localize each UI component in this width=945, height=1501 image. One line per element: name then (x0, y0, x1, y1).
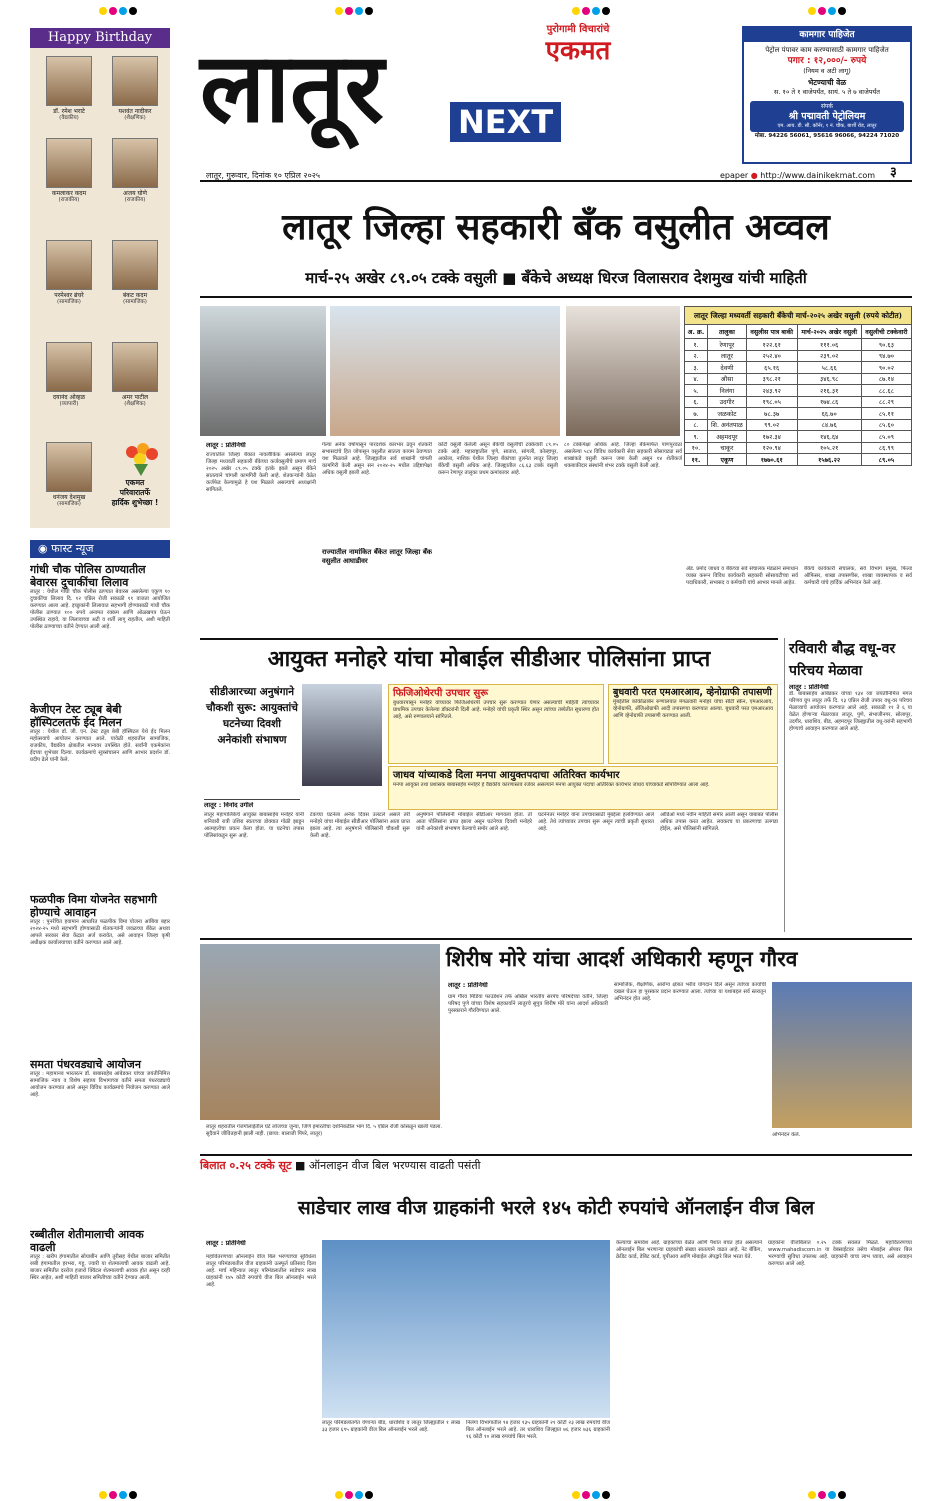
loan-table-title: लातूर जिल्हा मध्यवर्ती सहकारी बँकेची मार्च-२०२५ अखेर वसुली (रुपये कोटीत) (684, 306, 912, 324)
cdr-column-4: घटनेनंतर मनोहरे यांना उपचारासाठी मुंबईला हलविण्यात आले आहे. तेथे त्यांच्यावर उपचार सुरू असून त्यांची प्रकृती सुधारत आहे. (538, 812, 654, 832)
news-item-heading: गांधी चौक पोलिस ठाण्यातील बेवारस दुचाकींचा लिलाव (30, 563, 146, 589)
table-cell: १. (685, 339, 708, 351)
person-role: (राजकीय) (58, 197, 80, 203)
table-cell: १७४.८६ (797, 396, 861, 408)
square-bullet-icon: ■ (295, 1159, 309, 1172)
mri-body: मुंबईतील कोकीळाबेन रुग्णालयात मंगळवारी मनोहरे यांचा सीटी स्कॅन, एमआरआय, व्हेनोग्राफी, अँजिओग्राफी आदी तपासण्या करण्यात आल्या. बुधवारी परत एमआरआय आणि व्हेनोग्राफी तपासणी करण्यात आली. (613, 699, 773, 719)
table-cell: १७७०.६१ (746, 454, 797, 466)
person-name: बंकट कदम (122, 292, 148, 299)
mobile-payment-photo (322, 1240, 610, 1418)
lead-column-2: गेल्या अनेक वर्षापासून पारदर्शक कारभार ठेवून शेतकरी सभासदांचे हित जोपासून वसुलीत सातत्य कायम ठेवण्यात यश मिळवले आहे. जिल्ह्यातील सर्व शाखांनी चांगली कामगिरी केली असून सन २०२४-२५ मधील उद्दिष्टापेक्षा अधिक वसुली झाली आहे. (322, 442, 432, 476)
table-cell: २. (685, 350, 708, 362)
ad-contact-label: संपर्क (820, 103, 834, 110)
power-column-2: लातूर परिमंडलांतर्गत येणाऱ्या बीड, धाराशिव व लातूर जिल्ह्यातील १ लाख ३३ हजार ६९५ ग्राहकांनी वीज बिल ऑनलाईन भरले आहे. (322, 1420, 460, 1433)
person-role: (व्यापारी) (59, 401, 79, 407)
news-item (30, 560, 170, 700)
table-cell: ३. (685, 362, 708, 374)
news-item-body: लातूर : पुनर्रचित हवामान आधारित फळपीक विमा योजना आंबिया बहार २०२४-२५ मध्ये सहभागी होण्यासाठी शेतकऱ्यांनी जवळच्या बँकेत अथवा आपले सरकार सेवा केंद्रात अर्ज करावेत, असे आवाहन जिल्हा कृषी अधीक्षक कार्यालयाच्या वतीने करण्यात आले आहे. (30, 919, 170, 946)
award-ceremony-photo (772, 982, 912, 1128)
person-name: परमेश्वर ब्रंचरे (54, 292, 84, 299)
table-row (685, 350, 912, 362)
bank-building-photo (330, 306, 560, 436)
birthday-person (96, 240, 174, 305)
column-header: वसुलीस पात्र बाकी (746, 325, 797, 339)
epaper (720, 170, 875, 181)
table-cell: ३९८.२१ (746, 373, 797, 385)
wish-line-3: हार्दिक शुभेच्छा ! (111, 498, 159, 507)
person-photo (46, 240, 92, 290)
page-number: ३ (890, 165, 897, 180)
lead-column-4: ८० टक्केपेक्षा अधिक आहे. जिल्हा बँकेमार्फत पाणपुरवठा असलेल्या ५८४ विविध कार्यकारी सेवा सहकारी सोसायट्या सर्व शाखांकडे वसुली करून जमा केली असून १४ शेतीकर्ज थकबाकीदार संस्थांनी शंभर टक्के वसुली केली आहे. (564, 442, 682, 469)
person-name: डॉ. रमेश भराटे (53, 108, 85, 115)
award-caption: अभिनंदन केले. (772, 1132, 801, 1138)
news-item (30, 700, 170, 890)
epaper-link[interactable]: http://www.dainikekmat.com (760, 171, 876, 180)
power-column-3: निलंगा विभागातील ९४ हजार १३५ ग्राहकांनी २१ कोटी २३ लाख रुपयांचे वीज बिल ऑनलाईन भरले आहे. तर धाराशिव जिल्ह्यात ७६ हजार ७३६ ग्राहकांनी १६ कोटी १० लाख रुपयांचे बिल भरले. (466, 1420, 610, 1440)
birthday-person (30, 442, 108, 507)
table-cell: चाकूर (707, 442, 746, 454)
brand-name: एकमत (545, 36, 611, 66)
marriage-body: डॉ. बाबासाहेब आंबेडकर यांच्या १३४ व्या जयंतीनिमित्त मंगल परिणय ग्रुप लातूर तर्फे दि. १३ एप्रिल रोजी उपवर वधू-वर परिचय मेळाव्याचे आयोजन करण्यात आले आहे. सकाळी ११ ते ६ या वेळेत होणाऱ्या मेळाव्यात लातूर, पुणे, संभाजीनगर, सोलापूर, उदगीर, धाराशिव, बीड, अहमदपूर जिल्ह्यातील वधू-वरांनी सहभागी होण्याचे आवाहन करण्यात आले आहे. (789, 691, 912, 732)
registration-marks-top (0, 2, 945, 16)
table-cell: ११. (685, 454, 708, 466)
table-cell: १९८.०५ (746, 396, 797, 408)
charge-body: मनपा आयुक्त तथा प्रशासक बाबासाहेब मनोहरे हे वैद्यकीय कारणास्तव रजेवर असल्याने मनपा आयुक्त पदाचा अतिरिक्त कार्यभार जाधव यांच्याकडे सोपविण्यात आला आहे. (393, 782, 710, 788)
news-item-heading: समता पंधरवड्याचे आयोजन (30, 1058, 141, 1071)
table-cell: १४६.६४ (797, 431, 861, 443)
table-cell: एकूण (707, 454, 746, 466)
table-row (685, 385, 912, 397)
table-cell: ८५.११ (861, 408, 911, 420)
table-cell: २४३.९२ (746, 385, 797, 397)
lead-headline: लातूर जिल्हा सहकारी बँक वसुलीत अव्वल (282, 207, 830, 248)
brand-tagline: पुरोगामी विचारांचे (546, 24, 610, 35)
table-row (685, 339, 912, 351)
table-row (685, 442, 912, 454)
ad-time-title: भेटण्याची वेळ (807, 78, 847, 87)
ad-address: एम. आय. डी. सी. कॉर्नर, १ नं. चौक, बार्शी रोड, लातूर (777, 123, 877, 129)
table-cell: ८९.०५ (861, 454, 911, 466)
person-photo (46, 56, 92, 106)
birthday-wish (102, 478, 168, 508)
ad-line: पेट्रोल पंपावर काम करण्यासाठी कामगार पाहिजेत (765, 46, 889, 54)
power-byline: लातूर : प्रतिनिधी (206, 1240, 246, 1247)
news-item-heading: फळपीक विमा योजनेत सहभागी होण्याचे आवाहन (30, 893, 157, 919)
birthday-person (96, 138, 174, 203)
award-column-1: ग्राम गौरव मिडिया फाउंडेशन तर्फे अखिल भारतीय सरपंच परिषदेच्या वतीने, जिल्हा परिषद पुणे यांच्या विशेष सहकार्याने लातूरचे सुपुत्र शिरीष मोरे यांना आदर्श अधिकारी पुरस्काराने गौरविण्यात आले. (448, 994, 608, 1014)
table-cell: १०५.२१ (797, 442, 861, 454)
table-cell: ८४.७६ (797, 419, 861, 431)
table-cell: ३४६.९८ (797, 373, 861, 385)
strap-red: बिलात ०.२५ टक्के सूट (200, 1159, 292, 1172)
person-role: (सामाजिक) (57, 501, 81, 507)
table-cell: ८७.१४ (861, 373, 911, 385)
cdr-column-1: लातूर महापालिकेचे आयुक्त बाबासाहेब मनोहरे यांनी शनिवारी रात्री उशिरा स्वतःच्या डोक्यात गोळी झाडून आत्महत्येचा प्रयत्न केला होता. या घटनेचा तपास पोलिसांकडून सुरू आहे. (204, 812, 304, 839)
news-item (30, 890, 170, 1055)
cdr-kicker: सीडीआरच्या अनुषंगाने चौकशी सुरू: आयुक्तांचे घटनेच्या दिवशी अनेकांशी संभाषण (204, 684, 300, 800)
power-column-5: ग्राहकांना वीजबिलात ०.२५ टक्के सवलत मिळते. महावितरणच्या www.mahadiscom.in या वेबसाईटवर तसेच मोबाईल ॲपवर बिल भरण्याची सुविधा उपलब्ध आहे. ग्राहकांनी याचा लाभ घ्यावा, असे आवाहन करण्यात आले आहे. (768, 1240, 912, 1267)
director-photo (566, 306, 680, 436)
award-byline: लातूर : प्रतिनिधी (448, 982, 488, 989)
fast-news-header (30, 540, 170, 558)
mri-box (608, 684, 778, 764)
table-cell: शि. अनंतपाळ (707, 419, 746, 431)
person-role: (सामाजिक) (57, 299, 81, 305)
table-cell: उदगीर (707, 396, 746, 408)
flower-bouquet-icon (118, 442, 164, 476)
loan-table (684, 324, 912, 466)
award-column-2: सामाजिक, शैक्षणिक, आरोग्य क्षेत्रात भरीव योगदान दिले असून त्यांच्या कार्याची दखल घेऊन हा पुरस्कार प्रदान करण्यात आला. त्यांच्या या यशाबद्दल सर्व स्तरातून अभिनंदन होत आहे. (614, 982, 766, 1002)
ad-note: (नियम व अटी लागू) (803, 67, 851, 75)
table-cell: ६५.१६ (746, 362, 797, 374)
news-item-body: लातूर : येथील डॉ. जी. एन. टेस्ट ट्यूब बेबी हॉस्पिटल येथे ईद मिलन महोत्सवाचे आयोजन करण्यात आले. यावेळी शहरातील सामाजिक, राजकीय, वैद्यकीय क्षेत्रातील मान्यवर उपस्थित होते. सर्वांनी एकमेकांना ईदच्या शुभेच्छा दिल्या. कार्यक्रमाचे सूत्रसंचालन आणि आभार प्रदर्शन डॉ. प्रदीप ढेले यांनी केले. (30, 729, 170, 763)
table-header-row (685, 325, 912, 339)
physio-box (388, 684, 604, 764)
marriage-headline: रविवारी बौद्ध वधू-वर परिचय मेळावा (789, 641, 896, 679)
person-name: धनंजय देशमुख (52, 494, 86, 501)
photo-caption: लातूर शहरातील गंजगोलाईतील घंटे लोजच्या जुन्या, जिर्ण इमारतीचा दर्शनिकडील भाग दि. ५ एप्रिल रोजी कोसळून खाली पडला. सुदैवाने जीवितहानी झाली नाही. (छाया: बालाजी पिंपरे, लातूर) (206, 1124, 442, 1137)
table-cell: ८८.६८ (861, 385, 911, 397)
person-photo (112, 138, 158, 188)
ad-salary: पगार : १२,०००/- रुपये (787, 56, 867, 66)
table-row (685, 408, 912, 420)
table-cell: निलंगा (707, 385, 746, 397)
table-row (685, 396, 912, 408)
table-cell: १२२.६१ (746, 339, 797, 351)
lead-column-5: ॲड. प्रमोद जाधव व बँकेच्या सर्व संचालक मंडळाने समाधान व्यक्त करून विविध कार्यकारी सहकारी सोसायटीच्या सर्व पदाधिकारी, सभासद व कर्मचारी यांचे आभार मानले आहेत. (686, 566, 798, 586)
table-cell: १११.०६ (797, 339, 861, 351)
ad-firm: श्री पद्मावती पेट्रोलियम (788, 111, 866, 122)
table-cell: २३९.०२ (797, 350, 861, 362)
table-cell: ६६.७० (797, 408, 861, 420)
person-name: दयानंद ओव्हळ (52, 394, 86, 401)
birthday-person (96, 342, 174, 407)
person-photo (46, 138, 92, 188)
table-cell: रेणापूर (707, 339, 746, 351)
cdr-column-5: ओडिओ मध्ये नवीन माहिती समोर आली असून याबाबत पोलीस अधिक तपास करत आहेत. लवकरच या प्रकरणाचा उलगडा होईल, असे पोलिसांनी सांगितले. (660, 812, 778, 832)
table-cell: ५. (685, 385, 708, 397)
person-role: (शैक्षणिक) (124, 115, 146, 121)
table-cell: देवणी (707, 362, 746, 374)
person-role: (वैद्यकीय) (59, 115, 79, 121)
person-photo (46, 442, 92, 492)
ad-time: स. १० ते १ वाजेपर्यंत, सायं. ५ ते ७ वाजेपर्यंत (774, 88, 880, 96)
column-header: अ. क्र. (685, 325, 708, 339)
table-cell: जळकोट (707, 408, 746, 420)
lead-column-6: बँकेचे कार्यकारी संचालक, सर्व विभाग प्रमुख, फिल्ड ऑफिसर, शाखा तपासणीस, शाखा व्यवस्थापक व सर्व कर्मचारी यांचे हार्दिक अभिनंदन केले आहे. (804, 566, 912, 586)
wish-line-1: एकमत (125, 478, 145, 487)
news-item-heading: रब्बीतील शेतीमालाची आवक वाढली (30, 1228, 144, 1254)
table-cell: ८. (685, 419, 708, 431)
mri-title: बुधवारी परत एमआरआय, व्हेनोग्राफी तपासणी (613, 687, 772, 698)
logo-latur: लातूर (200, 32, 384, 144)
cdr-byline: लातूर : विनोद उगीले (204, 802, 254, 809)
cdr-headline: आयुक्त मनोहरे यांचा मोबाईल सीडीआर पोलिसांना प्राप्त (267, 647, 711, 672)
power-column-4: केल्याचा समावेश आहे. ग्राहकांच्या वेळेत आणि पैशांत बचत होत असल्याने ऑनलाईन बिल भरणाऱ्या ग्राहकांची संख्या सातत्याने वाढत आहे. नेट बँकिंग, क्रेडिट कार्ड, डेबिट कार्ड, यूपीआय आणि मोबाईल ॲपद्वारे बिल भरता येते. (616, 1240, 762, 1260)
table-row (685, 373, 912, 385)
divider (200, 638, 778, 640)
table-cell: ५८.६६ (797, 362, 861, 374)
power-strap (200, 1154, 912, 1176)
table-cell: १२०.९४ (746, 442, 797, 454)
news-item-body: लातूर : महामानव भारतरत्न डॉ. बाबासाहेब आंबेडकर यांच्या जयंतीनिमित्त सामाजिक न्याय व विशेष सहाय्य विभागाच्या वतीने समता पंधरवड्याचे आयोजन करण्यात आले असून विविध कार्यक्रमांचे नियोजन करण्यात आले आहे. (30, 1071, 170, 1098)
lead-subhead: मार्च-२५ अखेर ८९.०५ टक्के वसुली ■ बँकेचे अध्यक्ष धिरज विलासराव देशमुख यांची माहिती (305, 269, 807, 287)
person-role: (सामाजिक) (123, 299, 147, 305)
epaper-label: epaper (720, 171, 749, 180)
strap-rest: ऑनलाइन वीज बिल भरण्यास वाढती पसंती (308, 1159, 481, 1172)
globe-icon: ● (750, 171, 758, 180)
person-photo (46, 342, 92, 392)
registration-marks-bottom (0, 1486, 945, 1500)
table-cell: ७. (685, 408, 708, 420)
table-cell: ९. (685, 431, 708, 443)
table-cell: ९०.६३ (861, 339, 911, 351)
table-cell: ७८.३७ (746, 408, 797, 420)
table-cell: २५२.४० (746, 350, 797, 362)
award-headline: शिरीष मोरे यांचा आदर्श अधिकारी म्हणून गौरव (446, 947, 798, 971)
table-cell: १७२.३४ (746, 431, 797, 443)
masthead-logo (200, 18, 554, 168)
ad-title: कामगार पाहिजेत (744, 28, 910, 42)
date-bar (200, 165, 912, 182)
ad-phones: मोबा. 94226 56061, 95616 96066, 94224 71020 (754, 133, 900, 139)
table-cell: औसा (707, 373, 746, 385)
table-cell: ८८.२९ (861, 396, 911, 408)
person-photo (112, 240, 158, 290)
marriage-byline: लातूर : प्रतिनिधी (789, 684, 829, 691)
job-advert (742, 26, 912, 164)
power-headline: साडेचार लाख वीज ग्राहकांनी भरले १४५ कोटी रुपयांचे ऑनलाईन वीज बिल (297, 1197, 815, 1219)
news-item-body: लातूर : खरीप हंगामातील सोयाबीन आणि तुरीसह येथील बाजार समितीत रब्बी हंगामातील हरभरा, गहू, ज्वारी या शेतमालाची आवक वाढली आहे. बाजार समितीत दररोज हजारो क्विंटल शेतमालाची आवक होत असून दरही स्थिर आहेत, अशी माहिती बाजार समितीच्या वतीने देण्यात आली. (30, 1254, 170, 1281)
table-cell: ६. (685, 396, 708, 408)
person-name: कमलाकर कदम (51, 190, 87, 197)
person-name: अजय घोणे (123, 190, 147, 197)
wish-line-2: परिवारातर्फे (119, 488, 151, 497)
building-collapse-photo (200, 944, 440, 1120)
birthday-panel (30, 28, 170, 528)
table-cell: ४. (685, 373, 708, 385)
cdr-column-3: अनुषंगाने पोलिसांनी मोबाईल सीडीआर मागवला होता. तो आता पोलिसांना प्राप्त झाला असून घटनेच्या दिवशी मनोहरे यांनी अनेकांशी संभाषण केल्याचे समोर आले आहे. (416, 812, 532, 832)
person-photo (112, 342, 158, 392)
power-column-1: महावितरणच्या ऑनलाईन वीज बिल भरण्याच्या सुविधेला लातूर परिमंडलातील वीज ग्राहकांनी उत्स्फूर्त प्रतिसाद दिला आहे. मार्च महिन्यात लातूर परिमंडलातील साडेचार लाख ग्राहकांनी १४५ कोटी रुपयांचे वीज बिल ऑनलाईन भरले आहे. (206, 1254, 316, 1288)
physio-title: फिजिओथेरपी उपचार सुरू (393, 688, 488, 699)
dateline: लातूर, गुरूवार, दिनांक १० एप्रिल २०२५ (206, 171, 321, 180)
news-item-body: लातूर : येथील गांधी चौक पोलीस ठाण्यात बेवारस असलेल्या एकूण १० दुचाकींचा लिलाव दि. १२ एप्रिल रोजी सकाळी ११ वाजता आयोजित करण्यात आला आहे. इच्छुकांनी लिलावात सहभागी होण्यासाठी गांधी चौक पोलीस ठाण्यात १०० रुपये अनामत रक्कम आणि ओळखपत्र घेऊन उपस्थित राहावे, या लिलावाच्या अटी व शर्ती लागू राहतील, अशी माहिती पोलीस ठाण्याच्या वतीने देण्यात आली आहे. (30, 589, 170, 630)
birthday-title: Happy Birthday (30, 28, 170, 48)
table-cell: २१६.३१ (797, 385, 861, 397)
brand-block (526, 24, 630, 66)
fast-news-list (30, 560, 170, 1480)
commissioner-photo (302, 684, 382, 786)
table-row (685, 431, 912, 443)
table-cell: १०. (685, 442, 708, 454)
lead-byline: लातूर : प्रतिनिधी (206, 442, 246, 449)
loan-table-box (684, 306, 912, 466)
logo-next: NEXT (450, 102, 561, 142)
person-role: (शैक्षणिक) (124, 401, 146, 407)
table-cell: ८५.०९ (861, 431, 911, 443)
lead-column-1: राज्यातील जिल्हा बँकात नावलौकिक असलेल्या लातूर जिल्हा मध्यवर्ती सहकारी बँकेच्या कर्जवसुलीचे प्रमाण मार्च २०२५ अखेर ८९.०५ टक्के इतके झाले असून बँकेने सातत्याने चांगली कामगिरी केली आहे. शेतकऱ्यांनी वेळेत कर्जफेड केल्यामुळे हे यश मिळाले असल्याचे अध्यक्षांनी सांगितले. (206, 452, 316, 493)
physio-body: बुधवारपासून मनोहरे यांच्यावर फिजिओथेरपी उपचार सुरू करण्यात येणार असल्याची माहिती त्यांच्यावर प्राथमिक उपचार केलेल्या डॉक्टरांनी दिली आहे. मनोहरे यांची प्रकृती स्थिर असून त्यांच्या तब्येतीत सुधारणा होत आहे, असे रुग्णालयाने सांगितले. (393, 700, 599, 720)
table-row (685, 419, 912, 431)
person-photo (112, 56, 158, 106)
divider (200, 296, 912, 298)
table-cell: लातूर (707, 350, 746, 362)
news-item (30, 1225, 170, 1455)
divider (200, 938, 912, 940)
table-cell: ९९.०२ (746, 419, 797, 431)
birthday-person (96, 56, 174, 121)
cdr-column-2: टेकच्या घटनेला अनेक दिवस उलटले असले तरी मनोहरे यांचा मोबाईल सीडीआर पोलिसांना आता प्राप्त झाला आहे. त्या अनुषंगाने पोलिसांनी चौकशी सुरू केली आहे. (310, 812, 410, 839)
person-name: अमर पाटील (121, 394, 149, 401)
column-header: तालुका (707, 325, 746, 339)
table-cell: ८५.६० (861, 419, 911, 431)
table-cell: ९४.७० (861, 350, 911, 362)
news-item-heading: केजीएन टेस्ट ट्यूब बेबी हॉस्पिटलतर्फे ईद मिलन (30, 703, 122, 729)
news-item (30, 1055, 170, 1225)
marriage-story (784, 638, 912, 932)
table-total-row (685, 454, 912, 466)
lead-subheading: राज्यातील नामांकित बँकेत लातूर जिल्हा बँक वसुलीत आघाडीवर (322, 548, 432, 565)
table-cell: ९०.०२ (861, 362, 911, 374)
column-header: मार्च-२०२५ अखेर वसुली (797, 325, 861, 339)
person-role: (राजकीय) (124, 197, 146, 203)
chairman-photo (200, 306, 326, 436)
charge-title: जाधव यांच्याकडे दिला मनपा आयुक्तपदाचा अतिरिक्त कार्यभार (393, 770, 620, 781)
bullet-icon: ◉ (38, 542, 52, 555)
table-row (685, 362, 912, 374)
fast-news-title: फास्ट न्यूज (51, 542, 94, 555)
table-cell: अहमदपूर (707, 431, 746, 443)
person-name: यशवंत नादीकर (118, 108, 152, 115)
charge-box (388, 766, 778, 810)
column-header: वसुलीची टक्केवारी (861, 325, 911, 339)
ad-contact-box (750, 101, 904, 132)
table-cell: १५७६.२२ (797, 454, 861, 466)
lead-column-3: कोटी वसुली केलेली असून बँकेची वसुलीची टक्केवारी ८९.०५ टक्के आहे. महाराष्ट्रातील पुणे, सातारा, सांगली, कोल्हापूर, अकोला, नाशिक येथील जिल्हा बँकांच्या तुलनेत लातूर जिल्हा बँकेची वसुली अधिक आहे. जिल्ह्यातील ८६.६३ टक्के वसुली करून रेणापूर तालुका प्रथम क्रमांकावर आहे. (438, 442, 558, 476)
table-cell: ८६.९९ (861, 442, 911, 454)
